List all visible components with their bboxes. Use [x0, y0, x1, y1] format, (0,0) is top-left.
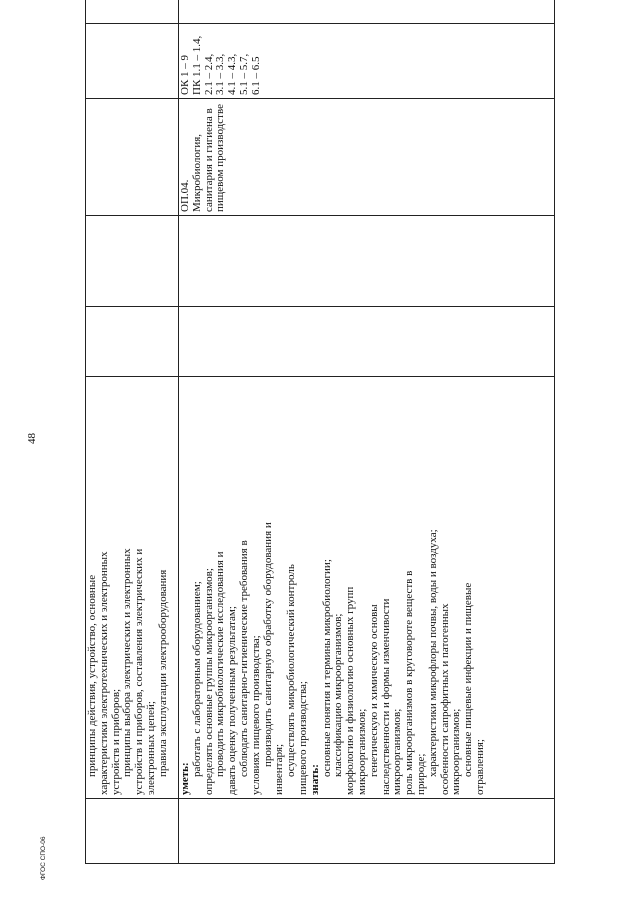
text-line: морфологию и физиологию основных групп	[344, 586, 357, 795]
skills-knowledge-cell	[179, 377, 555, 799]
table-cell	[179, 216, 555, 307]
text-line: давать оценку полученным результатам;	[226, 606, 239, 795]
discipline-name-cell	[179, 99, 555, 216]
text-line: 4.1 – 4.3,	[226, 53, 239, 95]
text-line: Микробиология,	[190, 133, 203, 212]
text-line: микроорганизмов;	[355, 708, 368, 795]
text-line: соблюдать санитарно-гигиенические требования в	[237, 540, 250, 777]
table-cell	[86, 307, 179, 377]
table-row	[179, 0, 555, 864]
footer-code: ФГОС СПО-06	[40, 836, 47, 880]
text-line: характеристики микрофлоры почвы, воды и воздуха;	[426, 529, 439, 777]
text-line: 5.1 – 5.7,	[237, 53, 250, 95]
text-line: инвентаря;	[273, 743, 286, 795]
competency-table	[85, 24, 555, 864]
table-row	[86, 0, 179, 864]
text-line: уметь:	[179, 762, 191, 795]
table-cell	[179, 307, 555, 377]
table-cell	[86, 0, 179, 24]
text-line: ОК 1 – 9	[179, 54, 191, 95]
text-line: классификацию микроорганизмов;	[332, 613, 345, 777]
text-line: осуществлять микробиологический контроль	[285, 564, 298, 777]
table-cell	[86, 24, 179, 99]
text-line: 3.1 – 3.3,	[214, 53, 227, 95]
text-line: роль микроорганизмов в круговороте веществ в	[403, 570, 416, 795]
text-line: ПК 1.1 – 1.4,	[190, 35, 203, 95]
text-line: микроорганизмов;	[450, 708, 463, 795]
text-line: пищевого производства;	[296, 681, 309, 795]
text-line: электронных цепей;	[144, 701, 157, 795]
text-line: 2.1 – 2.4,	[202, 53, 215, 95]
text-line: условиях пищевого производства;	[249, 635, 262, 795]
text-line: природе;	[414, 753, 427, 795]
table-cell	[86, 99, 179, 216]
text-line: особенности сапрофитных и патогенных	[438, 603, 451, 795]
table-cell	[86, 216, 179, 307]
table-cell	[179, 799, 555, 864]
text-line: проводить микробиологические исследования и	[214, 551, 227, 777]
text-line: знать:	[308, 764, 321, 795]
text-line: устройств и приборов;	[109, 688, 122, 795]
text-line: санитария и гигиена в	[202, 108, 215, 212]
table-cell	[86, 799, 179, 864]
text-line: производить санитарную обработку оборудования и	[261, 522, 274, 767]
text-line: принципы действия, устройство, основные	[86, 574, 98, 777]
text-line: принципы выбора электрических и электронных	[121, 548, 134, 777]
knowledge-cell	[86, 377, 179, 799]
text-line: характеристики электротехнических и электронных	[97, 551, 110, 795]
text-line: определять основные группы микроорганизмов;	[202, 568, 215, 795]
text-line: устройств и приборов, составления электрических и	[133, 548, 146, 795]
competency-codes-cell	[179, 24, 555, 99]
text-line: пищевом производстве	[214, 104, 227, 212]
text-line: отравления;	[473, 739, 486, 795]
text-line: микроорганизмов;	[391, 708, 404, 795]
text-line: ОП.04.	[179, 179, 191, 212]
page-number: 48	[26, 433, 38, 444]
text-line: основные понятия и термины микробиологии;	[320, 559, 333, 777]
text-line: 6.1 – 6.5	[249, 56, 262, 95]
text-line: основные пищевые инфекции и пищевые	[462, 582, 475, 777]
text-line: генетическую и химическую основы	[367, 604, 380, 777]
text-line: правила эксплуатации электрооборудования	[156, 569, 169, 777]
text-line: наследственности и формы изменчивости	[379, 598, 392, 795]
table-cell	[179, 0, 555, 24]
text-line: работать с лабораторным оборудованием;	[190, 581, 203, 777]
